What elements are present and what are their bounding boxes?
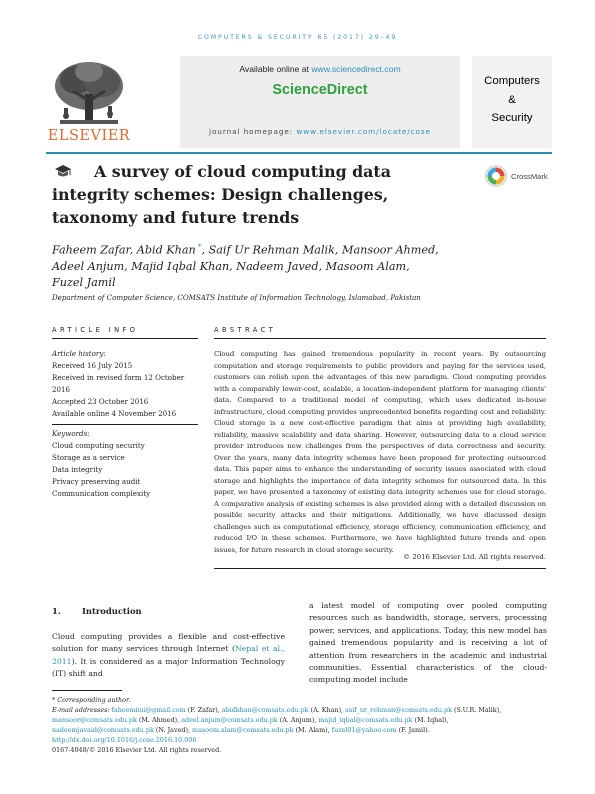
email-link[interactable]: abidkhan@comsats.edu.pk [221,706,309,715]
introduction-heading [52,606,142,616]
issn-line: 0167-4048/© 2016 Elsevier Ltd. All rights reserved. [52,746,222,755]
available-prefix: Available online at [239,64,312,74]
footnotes [52,695,548,756]
email-link[interactable]: mansoor@comsats.edu.pk [52,716,137,725]
email-link[interactable]: faheemiiui@gmail.com [111,706,186,715]
keywords-rule [52,424,198,425]
abstract-heading: ABSTRACT [214,326,277,334]
journal-name-line-2: & [508,93,516,106]
email-owner: (S.U.R. Malik), [451,706,502,715]
history-label: Article history: [52,349,106,358]
author-list [52,239,442,291]
email-owner: (M. Iqbal), [412,716,449,725]
journal-name [472,72,552,128]
sciencedirect-url-link[interactable]: www.sciencedirect.com [311,64,401,74]
introduction-left-column [52,631,285,681]
authors-rest: , Saif Ur Rehman Malik, Mansoor Ahmed, Adeel Anjum, Majid Iqbal Khan, Nadeem Javed, Masoom Alam, Fuzel Jamil [52,243,439,289]
affiliation: Department of Computer Science, COMSATS Institute of Information Technology, Islamabad, Pakistan [52,293,421,302]
history-item: Accepted 23 October 2016 [52,397,149,407]
email-owner: (A. Anjum), [277,716,319,725]
email-owner: (F. Jamil). [396,726,430,735]
authors-first: Faheem Zafar, Abid Khan [52,243,196,257]
email-link[interactable]: saif_ur_rehman@comsats.edu.pk [345,706,452,715]
intro-text: Cloud computing provides a flexible and cost-effective solution for many services through Internet ( [52,632,285,654]
intro-text: ). It is considered as a major Information Technology (IT) shift and [52,656,285,679]
abstract-copyright: © 2016 Elsevier Ltd. All rights reserved. [403,553,546,561]
crossmark-label[interactable]: CrossMark [511,172,548,181]
corresponding-author-note: * Corresponding author. [52,696,131,704]
footnote-rule [52,690,122,691]
journal-homepage-link[interactable]: www.elsevier.com/locate/cose [296,127,431,136]
corresponding-author-mark[interactable]: * [195,243,202,251]
email-owner: (M. Alam), [293,726,332,735]
email-link[interactable]: adeel.anjum@comsats.edu.pk [181,716,278,725]
doi-link[interactable]: http://dx.doi.org/10.1016/j.cose.2016.10.006 [52,736,197,745]
keywords-label: Keywords: [52,429,90,438]
keyword-item: Storage as a service [52,453,125,463]
header-rule [46,152,552,154]
history-item: Received in revised form 12 October 2016 [52,373,185,395]
journal-name-line-1: Computers [484,75,540,87]
abstract-end-rule [214,568,546,569]
article-info-heading: ARTICLE INFO [52,326,139,334]
email-owner: (M. Ahmed), [136,716,182,725]
email-owner: (F. Zafar), [185,706,222,715]
abstract-rule [214,338,546,339]
history-item: Available online 4 November 2016 [52,409,177,419]
journal-name-line-3: Security [491,112,533,125]
article-info-rule [52,338,198,339]
available-online-line [180,64,460,74]
abstract-body: Cloud computing has gained tremendous popularity in recent years. By outsourcing computation and storage requirements to public providers and paying for the services used, customers can relish upon the advantages of this new paradigm. Cloud computing provides with a comparably lower-cost, scalable, a location-independent platform for managing clients' data. Compared to a traditional model of computing, which uses dedicated in-house infrastructure, cloud computing provides unprecedented benefits regarding cost and reliability. Cloud storage is a new cost-effective paradigm that aims at providing high availability, reliability, massive scalability and data sharing. However, outsourcing data to a cloud service provider introduces new challenges from the perspectives of data correctness and security. Over the years, many data integrity schemes have been proposed for protecting outsourced data. This paper aims to enhance the understanding of security issues associated with cloud storage and highlights the importance of data integrity schemes for outsourced data. In this paper, we have presented a taxonomy of existing data integrity schemes use for cloud storage. A comparative analysis of existing schemes is also provided along with a detailed discussion on possible security attacks and their mitigations. Additionally, we have discussed design challenges such as computational efficiency, storage efficiency, communication efficiency, and reduced I/O in these schemes. Furthermore, we have highlighted future trends and open issues, for future research in cloud storage security. [214,350,546,554]
email-owner: (N. Javed), [153,726,193,735]
email-link[interactable]: nadeemjavaid@comsats.edu.pk [52,726,154,735]
email-link[interactable]: fuzel01@yahoo.com [331,726,397,735]
section-number: 1. [52,606,61,616]
keyword-item: Cloud computing security [52,441,145,451]
keywords [52,428,202,501]
sciencedirect-logo[interactable]: ScienceDirect [272,82,368,98]
running-header: COMPUTERS & SECURITY 65 (2017) 29–49 [197,34,398,41]
email-owner: (A. Khan), [308,706,346,715]
email-link[interactable]: majid_iqbal@comsats.edu.pk [318,716,413,725]
citation-link[interactable]: Nepal et al., 2011 [52,644,285,666]
keyword-item: Privacy preserving audit [52,477,141,487]
homepage-prefix: journal homepage: [209,127,297,136]
section-title: Introduction [82,606,142,616]
history-item: Received 16 July 2015 [52,361,133,371]
introduction-right-column: a latest model of computing over pooled computing resources such as bandwidth, storage, servers, processing power, services, and applications. Today, this new model has gained tremendous popularity and is receiving a lot of attention from researchers in the academic and industrial communities. Essential characteristics of the cloud-computing model include [309,601,547,685]
elsevier-wordmark: ELSEVIER [47,128,131,144]
keyword-item: Data integrity [52,465,103,475]
article-history [52,348,202,421]
journal-homepage-line [180,127,460,136]
email-addresses [52,705,548,735]
paper-title: A survey of cloud computing data integrity schemes: Design challenges, taxonomy and future trends [52,162,391,227]
email-link[interactable]: masoom.alam@comsats.edu.pk [192,726,294,735]
email-label: E-mail addresses: [52,706,112,715]
keyword-item: Communication complexity [52,489,151,499]
